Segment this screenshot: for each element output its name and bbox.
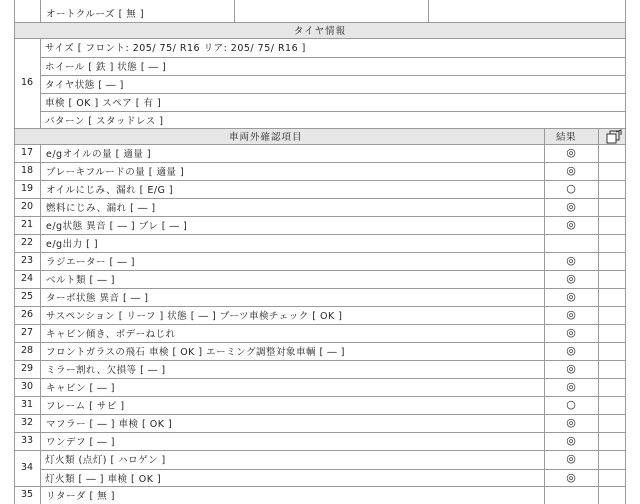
- table-row: [14, 396, 626, 414]
- retarder-text: リターダ [ 無 ]: [46, 491, 115, 502]
- item-number: 32: [20, 417, 34, 428]
- tire-condition-text: タイヤ状態 [ ― ]: [45, 80, 124, 91]
- table-row: [14, 162, 626, 180]
- item-number: 34: [20, 462, 34, 473]
- item-text: e/g出力 [ ]: [46, 239, 99, 250]
- table-row: [14, 432, 626, 450]
- inspection-sheet: [14, 0, 626, 504]
- exterior-section-header: [14, 128, 626, 144]
- result-mark: ○: [566, 398, 576, 411]
- result-mark: ◎: [566, 471, 576, 484]
- item-text: フレーム [ サビ ]: [46, 401, 125, 412]
- table-row: [14, 198, 626, 216]
- item-number: 24: [20, 273, 34, 284]
- tire-line: [41, 75, 625, 94]
- result-mark: ◎: [566, 218, 576, 231]
- wheel-text: ホイール [ 鉄 ] 状態 [ ― ]: [45, 62, 167, 73]
- result-mark: ◎: [566, 362, 576, 375]
- item-number: 16: [20, 77, 34, 88]
- item-text: サスペンション [ リーフ ] 状態 [ ― ] ブーツ車検チェック [ OK ]: [46, 311, 343, 322]
- item-text: 燃料にじみ、漏れ [ ― ]: [46, 203, 156, 214]
- result-mark: ◎: [566, 254, 576, 267]
- table-row: [14, 270, 626, 288]
- result-mark: ◎: [566, 164, 576, 177]
- item-text: フロントガラスの飛石 車検 [ OK ] エーミング調整対象車輌 [ ― ]: [46, 347, 345, 358]
- item-number: 27: [20, 327, 34, 338]
- item-number: 31: [20, 399, 34, 410]
- item-number: 23: [20, 255, 34, 266]
- lights-text: 灯火類 (点灯) [ ハロゲン ]: [45, 455, 166, 466]
- item-34-block: [14, 450, 626, 486]
- auto-cruise-label: オートクルーズ [ 無 ]: [46, 9, 145, 20]
- item-35-row: [14, 486, 626, 504]
- item-number: 18: [20, 165, 34, 176]
- item-number: 33: [20, 435, 34, 446]
- table-row: [14, 378, 626, 396]
- item-number: 22: [20, 237, 34, 248]
- tire-info-block: [14, 38, 626, 128]
- item-number: 28: [20, 345, 34, 356]
- exterior-section-title: 車両外確認項目: [229, 132, 303, 143]
- table-row: [14, 414, 626, 432]
- tire-size-text: サイズ [ フロント: 205/ 75/ R16 リア: 205/ 75/ R16 ]: [45, 43, 306, 54]
- table-row: [14, 216, 626, 234]
- item-text: ミラー割れ、欠損等 [ ― ]: [46, 365, 166, 376]
- tire-section-header: [14, 22, 626, 38]
- pattern-text: パターン [ スタッドレス ]: [45, 116, 164, 127]
- tire-line: [41, 39, 625, 57]
- table-row: [14, 144, 626, 162]
- item-text: ブレーキフルードの量 [ 適量 ]: [46, 167, 185, 178]
- table-row: [14, 360, 626, 378]
- item-number: 20: [20, 201, 34, 212]
- table-row: [14, 234, 626, 252]
- auto-cruise-row: [14, 0, 626, 22]
- item-text: キャビン [ ― ]: [46, 383, 115, 394]
- result-mark: ◎: [566, 308, 576, 321]
- item-number: 35: [20, 489, 34, 500]
- item-text: e/gオイルの量 [ 適量 ]: [46, 149, 152, 160]
- table-row: [14, 324, 626, 342]
- item-text: ワンデフ [ ― ]: [46, 437, 115, 448]
- result-mark: ◎: [566, 146, 576, 159]
- item-number: 21: [20, 219, 34, 230]
- table-row: [14, 252, 626, 270]
- result-mark: ◎: [566, 380, 576, 393]
- result-mark: ◎: [566, 326, 576, 339]
- item-number: 26: [20, 309, 34, 320]
- table-row: [14, 342, 626, 360]
- result-mark: ◎: [566, 452, 576, 465]
- result-mark: ○: [566, 182, 576, 195]
- result-mark: ◎: [566, 272, 576, 285]
- item-text: オイルにじみ、漏れ [ E/G ]: [46, 185, 174, 196]
- tire-line: [41, 93, 625, 112]
- table-row: [14, 180, 626, 198]
- copy-edit-icon[interactable]: [604, 129, 624, 144]
- tire-section-title: タイヤ情報: [293, 26, 347, 37]
- item-number: 30: [20, 381, 34, 392]
- item-text: ベルト類 [ ― ]: [46, 275, 115, 286]
- table-row: [14, 288, 626, 306]
- result-mark: ◎: [566, 416, 576, 429]
- item-number: 17: [20, 147, 34, 158]
- tire-line: [41, 57, 625, 76]
- item-number: 25: [20, 291, 34, 302]
- result-mark: ◎: [566, 290, 576, 303]
- result-mark: ◎: [566, 434, 576, 447]
- item-text: マフラー [ ― ] 車検 [ OK ]: [46, 419, 173, 430]
- table-row: [14, 306, 626, 324]
- item-text: ターボ状態 異音 [ ― ]: [46, 293, 149, 304]
- result-mark: ◎: [566, 344, 576, 357]
- exterior-items: [14, 144, 626, 450]
- inspection-spare-text: 車検 [ OK ] スペア [ 有 ]: [45, 98, 162, 109]
- item-text: ラジエーター [ ― ]: [46, 257, 135, 268]
- item-number: 29: [20, 363, 34, 374]
- result-mark: ◎: [566, 200, 576, 213]
- lights-inspection-text: 灯火類 [ ― ] 車検 [ OK ]: [45, 474, 162, 485]
- item-number: 19: [20, 183, 34, 194]
- item-text: e/g状態 異音 [ ― ] ブレ [ ― ]: [46, 221, 188, 232]
- item-text: キャビン傾き、ボデーねじれ: [46, 329, 176, 340]
- result-header: 結果: [556, 132, 577, 143]
